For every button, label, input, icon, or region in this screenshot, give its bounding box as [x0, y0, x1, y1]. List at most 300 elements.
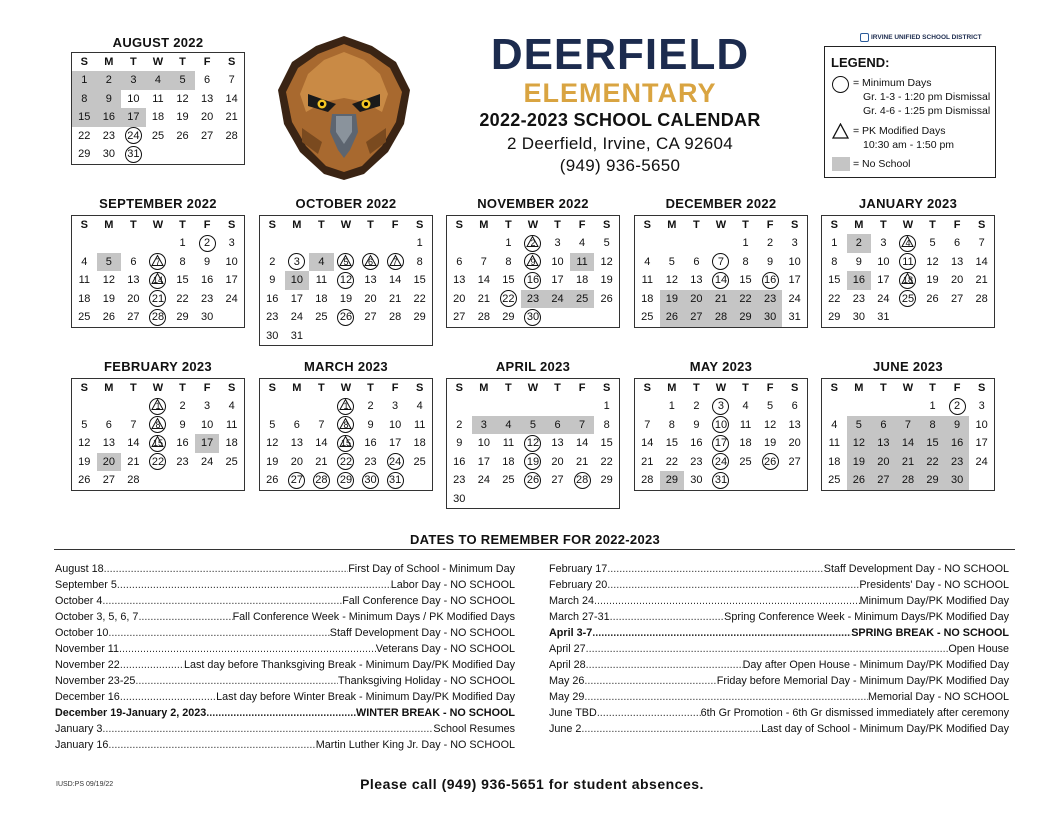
empty-day: [871, 397, 896, 416]
day-cell: 30: [453, 492, 466, 505]
day-cell: 8: [603, 418, 610, 431]
day-cell: 9: [456, 437, 463, 449]
weekday-label: T: [929, 219, 936, 231]
day-cell: 4: [579, 237, 586, 249]
pk-triangle-icon: [388, 253, 403, 268]
day-cell: 28: [225, 129, 238, 142]
date-label: May 29: [549, 691, 585, 703]
empty-day: [334, 234, 359, 253]
day-cell: 20: [788, 437, 801, 449]
month-calendar: [446, 378, 620, 509]
no-school-day: 21: [896, 453, 921, 472]
school-name: DEERFIELD: [490, 30, 750, 79]
leader-dots: [117, 577, 391, 593]
weekday-label: S: [80, 56, 88, 68]
day-cell: 4: [742, 400, 749, 412]
day-cell: 17: [975, 437, 988, 449]
weekday-label: T: [554, 382, 561, 394]
day-cell: 3: [392, 400, 399, 412]
month-title: AUGUST 2022: [112, 35, 204, 50]
day-cell: 5: [269, 418, 276, 431]
no-school-day: 16: [945, 434, 970, 453]
event-label: Last day before Winter Break - Minimum Day/PK Modified Day: [216, 691, 515, 703]
empty-day: [545, 397, 570, 416]
date-label: June 2: [549, 723, 582, 735]
event-label: Last day of School - Minimum Day/PK Modified Day: [761, 723, 1009, 735]
day-cell: 2: [456, 418, 463, 431]
no-school-day: 2: [847, 234, 872, 253]
empty-day: [472, 234, 497, 253]
legend-gr4-6: Gr. 4-6 - 1:25 pm Dismissal: [863, 105, 991, 117]
date-entry: [55, 641, 515, 657]
no-school-day: 20: [97, 453, 122, 472]
no-school-day: 15: [72, 108, 97, 127]
day-cell: 27: [453, 311, 466, 323]
pk-triangle-icon: [150, 271, 165, 286]
day-cell: 11: [225, 418, 238, 431]
day-cell: 24: [477, 474, 490, 486]
weekday-label: T: [130, 382, 137, 394]
minimum-day: 16: [758, 271, 783, 290]
weekday-label: S: [602, 219, 611, 231]
weekday-header: [260, 379, 432, 397]
day-cell: 18: [575, 274, 589, 286]
minimum-day: 21: [146, 290, 171, 309]
day-cell: 15: [502, 274, 515, 286]
date-label: October 4: [55, 595, 103, 607]
day-cell: 19: [926, 274, 939, 286]
leader-dots: [610, 609, 725, 625]
day-cell: 16: [453, 455, 466, 468]
day-cell: 17: [290, 292, 303, 305]
empty-day: [635, 397, 660, 416]
weekday-header: [447, 216, 619, 234]
day-cell: 18: [225, 437, 238, 449]
minimum-day: 27: [285, 471, 310, 490]
weekday-label: F: [391, 382, 399, 394]
leader-dots: [607, 561, 824, 577]
weekday-label: M: [104, 382, 114, 394]
weekday-label: T: [367, 219, 374, 231]
day-cell: 13: [200, 92, 214, 105]
day-cell: 26: [78, 474, 91, 486]
day-cell: 18: [315, 292, 328, 305]
weekday-label: T: [130, 219, 137, 231]
no-school-day: 20: [684, 290, 709, 309]
day-cell: 10: [877, 255, 890, 268]
day-cell: 28: [388, 311, 402, 323]
no-school-day: 29: [920, 471, 945, 490]
pk-triangle-icon: [150, 397, 165, 412]
minimum-day: 2: [195, 234, 220, 253]
day-cell: 18: [151, 111, 165, 123]
minimum-day: 2: [945, 397, 970, 416]
weekday-label: S: [415, 382, 424, 394]
day-cell: 13: [453, 274, 466, 286]
minimum-day: 14: [709, 271, 734, 290]
weekday-label: F: [578, 382, 586, 394]
no-school-day: 3: [472, 416, 497, 435]
empty-day: [896, 397, 921, 416]
day-cell: 25: [413, 455, 426, 468]
day-grid: [72, 397, 244, 490]
day-cell: 25: [641, 311, 654, 323]
day-cell: 13: [364, 274, 377, 286]
weekday-label: W: [902, 219, 914, 231]
leader-dots: [138, 609, 232, 625]
month-calendar: [71, 215, 245, 328]
minimum-day: 22: [496, 290, 521, 309]
no-school-day: 28: [709, 308, 734, 327]
empty-day: [447, 234, 472, 253]
day-cell: 23: [200, 292, 214, 305]
weekday-label: S: [977, 382, 986, 394]
leader-dots: [581, 721, 761, 737]
day-cell: 10: [975, 418, 988, 431]
no-school-day: 30: [758, 308, 783, 327]
no-school-day: 4: [496, 416, 521, 435]
day-cell: 28: [641, 474, 654, 486]
minimum-day: 11: [896, 253, 921, 272]
date-label: April 28: [549, 659, 586, 671]
empty-day: [72, 234, 97, 253]
minimum-day: 3: [709, 397, 734, 416]
leader-dots: [120, 657, 184, 673]
day-cell: 17: [877, 274, 890, 286]
day-cell: 1: [505, 237, 512, 249]
day-cell: 20: [453, 292, 466, 305]
day-cell: 26: [600, 292, 613, 305]
no-school-day: 28: [896, 471, 921, 490]
day-cell: 11: [152, 92, 164, 105]
no-school-day: 19: [660, 290, 685, 309]
day-cell: 10: [477, 437, 490, 449]
day-cell: 24: [788, 292, 801, 305]
day-grid: [260, 397, 432, 490]
event-label: Thanksgiving Holiday - NO SCHOOL: [337, 675, 515, 687]
month-title: APRIL 2023: [495, 359, 571, 374]
minimum-day: 16: [521, 271, 546, 290]
no-school-day: 30: [945, 471, 970, 490]
no-school-day: 13: [871, 434, 896, 453]
minimum-day: 24: [383, 453, 408, 472]
no-school-day: 9: [97, 90, 122, 109]
day-cell: 17: [388, 437, 402, 449]
day-cell: 3: [978, 400, 985, 412]
day-cell: 23: [364, 455, 377, 468]
day-cell: 18: [641, 292, 654, 305]
empty-day: [260, 234, 285, 253]
day-cell: 27: [102, 474, 115, 486]
date-label: August 18: [55, 563, 104, 575]
no-school-day: 29: [660, 471, 685, 490]
month-calendar: [71, 52, 245, 165]
day-cell: 22: [413, 292, 426, 305]
minimum-day-icon: [832, 76, 849, 93]
empty-day: [72, 397, 97, 416]
weekday-label: T: [505, 219, 512, 231]
day-cell: 29: [413, 311, 426, 323]
weekday-label: F: [953, 382, 961, 394]
day-cell: 25: [739, 455, 752, 468]
day-cell: 24: [225, 292, 238, 305]
day-grid: [260, 234, 432, 345]
dates-divider: [54, 549, 1015, 550]
leader-dots: [584, 673, 716, 689]
day-cell: 5: [929, 237, 936, 249]
day-cell: 31: [290, 329, 303, 342]
day-cell: 3: [880, 237, 887, 249]
day-cell: 22: [828, 292, 841, 305]
weekday-label: W: [152, 382, 164, 394]
day-cell: 1: [416, 237, 423, 249]
weekday-label: T: [318, 219, 325, 231]
no-school-day: 7: [896, 416, 921, 435]
day-cell: 12: [665, 274, 678, 286]
day-cell: 6: [130, 255, 137, 268]
day-cell: 19: [339, 292, 353, 305]
event-label: Last day before Thanksgiving Break - Minimum Day/PK Modified Day: [183, 659, 515, 671]
weekday-label: S: [268, 382, 276, 394]
pk-modified-day: 14: [146, 271, 171, 290]
day-cell: 11: [641, 274, 653, 286]
day-cell: 1: [831, 237, 838, 249]
day-cell: 30: [102, 148, 115, 160]
weekday-label: S: [80, 219, 88, 231]
empty-day: [97, 397, 122, 416]
day-cell: 25: [78, 311, 91, 323]
day-cell: 15: [665, 437, 678, 449]
day-cell: 29: [78, 148, 91, 160]
day-cell: 6: [204, 74, 211, 86]
day-cell: 1: [742, 237, 749, 249]
day-cell: 27: [364, 311, 377, 323]
minimum-day: 26: [521, 471, 546, 490]
day-cell: 14: [315, 437, 328, 449]
weekday-header: [635, 216, 807, 234]
empty-day: [660, 234, 685, 253]
pk-triangle-icon: [338, 434, 353, 449]
day-cell: 20: [290, 455, 303, 468]
day-cell: 7: [228, 74, 235, 86]
day-cell: 5: [767, 400, 774, 412]
day-cell: 25: [225, 455, 238, 468]
day-cell: 22: [176, 292, 189, 305]
weekday-label: S: [227, 56, 236, 68]
leader-dots: [120, 689, 216, 705]
date-label: January 16: [55, 739, 109, 751]
pk-modified-day: 1: [334, 397, 359, 416]
no-school-day: 24: [545, 290, 570, 309]
event-label: Day after Open House - Minimum Day/PK Modified Day: [742, 659, 1009, 671]
day-cell: 28: [477, 311, 490, 323]
event-label: Minimum Day/PK Modified Day: [859, 595, 1009, 607]
month-title: MARCH 2023: [304, 359, 388, 374]
day-cell: 22: [665, 455, 678, 468]
weekday-label: S: [830, 219, 838, 231]
day-cell: 13: [102, 437, 115, 449]
date-entry: [549, 721, 1009, 737]
weekday-label: W: [902, 382, 914, 394]
minimum-day: 31: [709, 471, 734, 490]
day-cell: 14: [477, 274, 490, 286]
minimum-day: 28: [570, 471, 595, 490]
day-cell: 24: [290, 311, 303, 323]
event-label: Presidents' Day - NO SCHOOL: [859, 579, 1009, 591]
minimum-day: 22: [334, 453, 359, 472]
day-cell: 7: [318, 418, 325, 431]
day-cell: 9: [367, 418, 374, 431]
month-calendar: [634, 378, 808, 491]
dates-left-column: [55, 561, 515, 753]
date-entry: [55, 721, 515, 737]
month-title: JUNE 2023: [873, 359, 943, 374]
day-cell: 19: [176, 111, 189, 123]
day-cell: 13: [551, 437, 564, 449]
empty-day: [260, 397, 285, 416]
leader-dots: [108, 737, 315, 753]
day-cell: 2: [767, 237, 774, 249]
day-cell: 15: [828, 274, 841, 286]
day-cell: 12: [600, 255, 613, 268]
day-cell: 8: [668, 418, 675, 431]
weekday-label: S: [977, 219, 986, 231]
weekday-header: [822, 379, 994, 397]
month-title: NOVEMBER 2022: [477, 196, 589, 211]
weekday-label: T: [554, 219, 561, 231]
pk-triangle-icon: [338, 416, 353, 431]
no-school-day: 23: [521, 290, 546, 309]
day-cell: 6: [954, 237, 961, 249]
day-cell: 10: [551, 255, 564, 268]
empty-day: [496, 397, 521, 416]
weekday-label: T: [505, 382, 512, 394]
weekday-header: [72, 53, 244, 71]
empty-day: [570, 397, 595, 416]
weekday-label: S: [643, 382, 651, 394]
day-cell: 16: [690, 437, 703, 449]
day-cell: 21: [225, 111, 238, 123]
day-cell: 12: [102, 274, 115, 286]
day-cell: 12: [266, 437, 279, 449]
weekday-label: T: [179, 56, 186, 68]
day-cell: 2: [269, 255, 276, 268]
day-cell: 23: [176, 455, 189, 468]
date-label: November 22: [55, 659, 120, 671]
weekday-label: M: [292, 382, 302, 394]
pk-triangle-icon: [525, 234, 540, 249]
day-cell: 28: [975, 292, 988, 305]
day-cell: 4: [81, 255, 88, 268]
weekday-label: W: [527, 219, 539, 231]
pk-triangle-icon: [525, 253, 540, 268]
pk-triangle-icon: [900, 271, 915, 286]
date-entry: [549, 593, 1009, 609]
weekday-label: S: [227, 382, 236, 394]
day-cell: 23: [266, 311, 279, 323]
event-label: SPRING BREAK - NO SCHOOL: [851, 627, 1009, 639]
date-entry: [55, 561, 515, 577]
day-cell: 1: [929, 400, 936, 412]
empty-day: [383, 234, 408, 253]
minimum-day: 30: [358, 471, 383, 490]
weekday-label: T: [693, 219, 700, 231]
day-cell: 24: [877, 292, 890, 305]
weekday-label: W: [527, 382, 539, 394]
day-cell: 21: [641, 455, 654, 468]
event-label: 6th Gr Promotion - 6th Gr dismissed immediately after ceremony: [700, 707, 1009, 719]
empty-day: [146, 234, 171, 253]
date-entry: [549, 561, 1009, 577]
day-cell: 24: [200, 455, 214, 468]
day-cell: 16: [176, 437, 189, 449]
event-label: Spring Conference Week - Minimum Days/PK Modified Day: [724, 611, 1009, 623]
empty-day: [358, 234, 383, 253]
day-cell: 17: [477, 455, 490, 468]
day-cell: 2: [693, 400, 700, 412]
pk-triangle-icon: [363, 253, 378, 268]
day-cell: 16: [364, 437, 377, 449]
district-icon: [860, 33, 869, 42]
date-entry: [55, 593, 515, 609]
minimum-day: 29: [334, 471, 359, 490]
day-cell: 3: [791, 237, 798, 249]
day-cell: 18: [828, 455, 841, 468]
minimum-day: 31: [383, 471, 408, 490]
no-school-day: 6: [545, 416, 570, 435]
no-school-day: 25: [570, 290, 595, 309]
date-label: October 10: [55, 627, 109, 639]
day-cell: 2: [367, 400, 374, 412]
event-label: Fall Conference Day - NO SCHOOL: [342, 595, 515, 607]
pk-triangle-icon: [900, 234, 915, 249]
empty-day: [684, 234, 709, 253]
document-footnote: IUSD:PS 09/19/22: [56, 781, 114, 788]
day-cell: 14: [641, 437, 654, 449]
day-cell: 18: [502, 455, 515, 468]
no-school-day: 27: [871, 471, 896, 490]
day-grid: [447, 234, 619, 327]
day-cell: 23: [102, 129, 115, 142]
day-cell: 14: [225, 92, 238, 105]
pk-modified-day: 18: [896, 271, 921, 290]
pk-modified-icon: [832, 123, 849, 139]
day-cell: 29: [600, 474, 613, 486]
no-school-swatch: [832, 157, 850, 171]
minimum-day: 28: [146, 308, 171, 327]
no-school-day: 7: [570, 416, 595, 435]
pk-modified-day: 4: [896, 234, 921, 253]
month-calendar: [259, 215, 433, 346]
day-cell: 19: [600, 274, 613, 286]
day-cell: 20: [551, 455, 564, 468]
day-cell: 11: [502, 437, 515, 449]
day-cell: 26: [266, 474, 279, 486]
date-entry: [55, 577, 515, 593]
minimum-day: 12: [334, 271, 359, 290]
day-cell: 19: [266, 455, 279, 468]
date-label: April 3-7: [549, 627, 593, 639]
date-entry: [55, 609, 515, 625]
leader-dots: [206, 705, 356, 721]
day-cell: 27: [788, 455, 801, 468]
day-cell: 25: [828, 474, 841, 486]
day-cell: 13: [290, 437, 303, 449]
day-cell: 2: [179, 400, 186, 412]
day-cell: 25: [315, 311, 328, 323]
event-label: Fall Conference Week - Minimum Days / PK Modified Days: [232, 611, 515, 623]
pk-modified-day: 8: [334, 416, 359, 435]
